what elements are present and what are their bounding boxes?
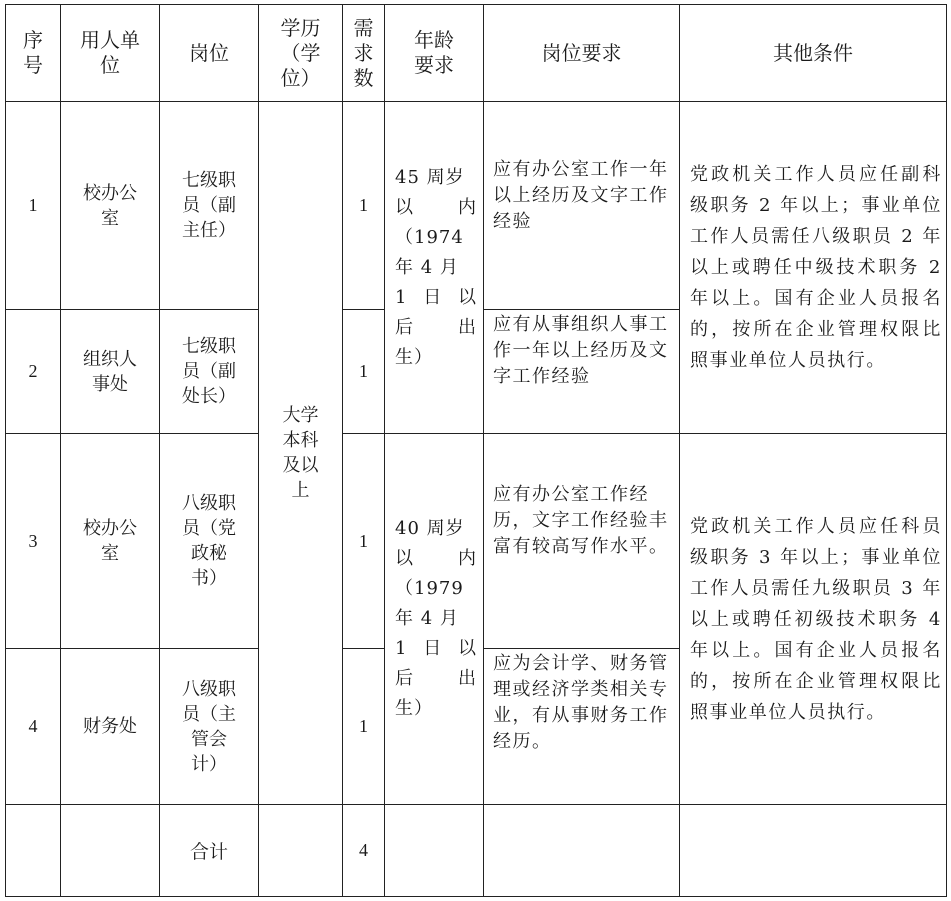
row-unit: 财务处 [61,649,160,805]
total-empty-other [680,805,947,897]
row-requirement: 应为会计学、财务管理或经济学类相关专业，有从事财务工作经历。 [484,649,680,805]
other-cell-1: 党政机关工作人员应任副科级职务 2 年以上；事业单位工作人员需任八级职员 2 年以上或聘任中级技术职务 2 年以上。国有企业人员报名的，按所在企业管理权限比照事业单位人员执行。 [680,102,947,434]
total-empty-age [385,805,484,897]
row-position: 七级职 员（副 处长） [160,310,259,434]
header-other: 其他条件 [680,5,947,102]
total-label: 合计 [160,805,259,897]
row-seq: 3 [6,434,61,649]
header-requirement: 岗位要求 [484,5,680,102]
row-position: 八级职 员（党 政秘 书） [160,434,259,649]
row-count: 1 [343,649,385,805]
header-position: 岗位 [160,5,259,102]
header-count: 需 求 数 [343,5,385,102]
row-count: 1 [343,434,385,649]
header-age: 年龄 要求 [385,5,484,102]
header-row [6,5,947,102]
other-cell-2: 党政机关工作人员应任科员级职务 3 年以上；事业单位工作人员需任九级职员 3 年以上或聘任初级技术职务 4 年以上。国有企业人员报名的，按所在企业管理权限比照事业单位人员执行。 [680,434,947,805]
row-seq: 4 [6,649,61,805]
row-seq: 2 [6,310,61,434]
total-empty-seq [6,805,61,897]
row-unit: 组织人 事处 [61,310,160,434]
age-cell-1: 45 周岁 以 内 （1974 年 4 月 1 日 以 后 出 生） [385,102,484,434]
row-requirement: 应有办公室工作经历，文字工作经验丰富有较高写作水平。 [484,434,680,649]
header-unit: 用人单 位 [61,5,160,102]
row-position: 七级职 员（副 主任） [160,102,259,310]
recruitment-table [5,4,947,897]
header-seq: 序 号 [6,5,61,102]
row-unit: 校办公 室 [61,102,160,310]
row-requirement: 应有办公室工作一年以上经历及文字工作经验 [484,102,680,310]
total-row [6,805,947,897]
row-unit: 校办公 室 [61,434,160,649]
total-count: 4 [343,805,385,897]
row-count: 1 [343,102,385,310]
header-education: 学历 （学 位） [259,5,343,102]
total-empty-unit [61,805,160,897]
total-empty-education [259,805,343,897]
table-row [6,102,947,310]
age-cell-2: 40 周岁 以 内 （1979 年 4 月 1 日 以 后 出 生） [385,434,484,805]
total-empty-requirement [484,805,680,897]
row-requirement: 应有从事组织人事工作一年以上经历及文字工作经验 [484,310,680,434]
education-cell: 大学 本科 及以 上 [259,102,343,805]
row-position: 八级职 员（主 管会 计） [160,649,259,805]
row-count: 1 [343,310,385,434]
row-seq: 1 [6,102,61,310]
table-row [6,434,947,649]
